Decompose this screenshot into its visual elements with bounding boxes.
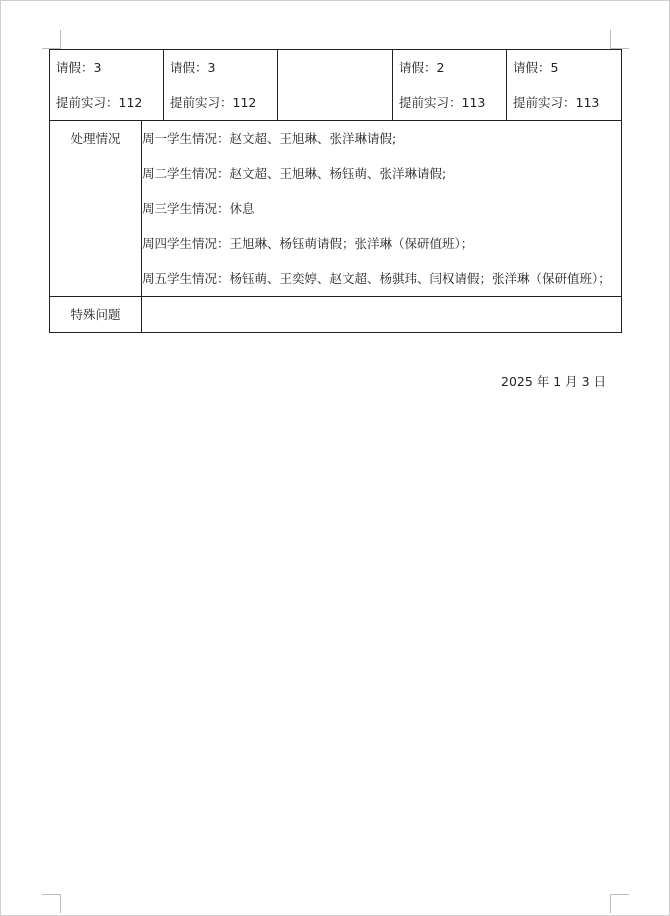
internship-count: 提前实习：112 (170, 95, 257, 110)
report-date: 2025 年 1 月 3 日 (501, 374, 607, 389)
crop-mark-top-right (610, 30, 629, 49)
handling-row (50, 121, 622, 297)
handling-label: 处理情况 (70, 131, 121, 146)
internship-count: 提前实习：113 (513, 95, 600, 110)
stats-row (50, 50, 622, 121)
leave-count: 请假：3 (170, 60, 216, 75)
crop-mark-bottom-left (42, 894, 61, 913)
leave-count: 请假：5 (513, 60, 559, 75)
stats-cell-2[interactable] (164, 50, 278, 121)
special-issues-label: 特殊问题 (70, 307, 121, 322)
special-issues-value-cell[interactable] (142, 297, 622, 333)
handling-detail-cell[interactable] (142, 121, 622, 297)
stats-cell-5[interactable] (507, 50, 622, 121)
handling-label-cell (50, 121, 142, 297)
friday-status: 周五学生情况：杨钰萌、王奕婷、赵文超、杨骐玮、闫权请假；张洋琳（保研值班）； (142, 271, 611, 286)
internship-count (278, 85, 392, 120)
tuesday-status: 周二学生情况：赵文超、王旭琳、杨钰萌、张洋琳请假; (142, 166, 447, 181)
special-label-cell (50, 297, 142, 333)
special-issues-row (50, 297, 622, 333)
stats-cell-3[interactable] (278, 50, 393, 121)
monday-status: 周一学生情况：赵文超、王旭琳、张洋琳请假; (142, 131, 397, 146)
leave-count: 请假：2 (399, 60, 445, 75)
crop-mark-bottom-right (610, 894, 629, 913)
crop-mark-top-left (42, 30, 61, 49)
weekly-report-table (49, 49, 622, 333)
leave-count: 请假：3 (56, 60, 102, 75)
stats-cell-1[interactable] (50, 50, 164, 121)
wednesday-status: 周三学生情况：休息 (142, 201, 255, 216)
stats-cell-4[interactable] (393, 50, 507, 121)
leave-count (278, 50, 392, 85)
internship-count: 提前实习：112 (56, 95, 143, 110)
thursday-status: 周四学生情况：王旭琳、杨钰萌请假；张洋琳（保研值班）； (142, 236, 474, 251)
internship-count: 提前实习：113 (399, 95, 486, 110)
